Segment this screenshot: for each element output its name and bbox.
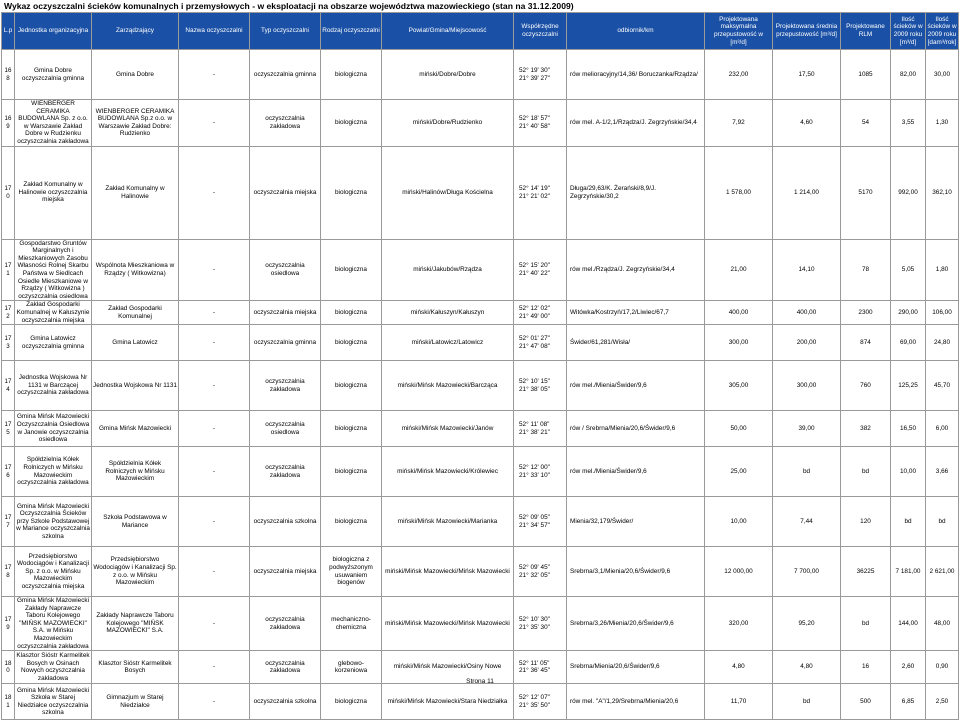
cell-zarzadzajacy: Gmina Latowicz — [92, 325, 179, 361]
cell-scieki-m3d: 2,60 — [891, 651, 926, 684]
header-srednia: Projektowana średnia przepustowość [m³/d] — [773, 13, 841, 50]
coordinate-longitude: 21° 35' 50" — [519, 701, 550, 709]
page-footer: Strona 11 — [466, 678, 494, 685]
cell-jednostka: Jednostka Wojskowa Nr 1131 w Barczącej oczyszczalnia zakładowa — [15, 361, 92, 411]
cell-nazwa: - — [179, 547, 250, 597]
cell-rlm: 382 — [841, 411, 891, 447]
cell-odbiornik: Mienia/32,179/Świder/ — [567, 497, 705, 547]
cell-rlm: 5170 — [841, 146, 891, 239]
cell-rodzaj: biologiczna — [321, 497, 382, 547]
cell-odbiornik: Witówka/Kostrzyń/17,2/Liwiec/67,7 — [567, 301, 705, 325]
cell-lp: 180 — [2, 651, 15, 684]
cell-odbiornik: rów mel. "A"/1,29/Srebrna/Mienia/20,6 — [567, 684, 705, 720]
cell-powiat: miński/Jakubów/Rządza — [382, 239, 514, 301]
cell-scieki-dam3: 1,30 — [926, 100, 959, 147]
cell-srednia: bd — [773, 684, 841, 720]
cell-lp: 171 — [2, 239, 15, 301]
cell-scieki-dam3: 106,00 — [926, 301, 959, 325]
cell-coordinates — [514, 547, 567, 597]
cell-rodzaj: biologiczna — [321, 447, 382, 497]
header-nazwa: Nazwa oczyszczalni — [179, 13, 250, 50]
cell-srednia: 7,44 — [773, 497, 841, 547]
cell-srednia: 4,60 — [773, 100, 841, 147]
cell-powiat: miński/Kałuszyn/Kałuszyn — [382, 301, 514, 325]
cell-jednostka: Zakład Komunalny w Halinowie oczyszczalnia miejska — [15, 146, 92, 239]
cell-scieki-m3d: 6,85 — [891, 684, 926, 720]
table-row — [2, 597, 959, 651]
cell-odbiornik: rów melioracyjny/14,36/ Boruczanka/Rządza/ — [567, 50, 705, 100]
cell-powiat: miński/Mińsk Mazowiecki/Barcząca — [382, 361, 514, 411]
cell-coordinates — [514, 146, 567, 239]
cell-jednostka: Gmina Mińsk Mazowiecki Oczyszczalnia Ścieków przy Szkole Podstawowej w Mariance oczyszczalnia szkolna — [15, 497, 92, 547]
cell-nazwa: - — [179, 50, 250, 100]
cell-maks: 320,00 — [705, 597, 773, 651]
cell-jednostka: Spółdzielnia Kółek Rolniczych w Mińsku Mazowieckim oczyszczalnia zakładowa — [15, 447, 92, 497]
cell-jednostka: Gmina Mińsk Mazowiecki Oczyszczalnia Osiedlowa w Janowie oczyszczalnia osiedlowa — [15, 411, 92, 447]
cell-scieki-dam3: 362,10 — [926, 146, 959, 239]
cell-powiat: miński/Halinów/Długa Kościelna — [382, 146, 514, 239]
cell-rlm: bd — [841, 447, 891, 497]
cell-jednostka: Gmina Dobre oczyszczalnia gminna — [15, 50, 92, 100]
cell-scieki-m3d: 992,00 — [891, 146, 926, 239]
cell-scieki-dam3: 30,00 — [926, 50, 959, 100]
cell-rlm: 78 — [841, 239, 891, 301]
table-row — [2, 146, 959, 239]
header-maks: Projektowana maksymalna przepustowość w [m³/d] — [705, 13, 773, 50]
cell-srednia: 200,00 — [773, 325, 841, 361]
cell-zarzadzajacy: Zakład Komunalny w Halinowie — [92, 146, 179, 239]
cell-zarzadzajacy: Zakład Gospodarki Komunalnej — [92, 301, 179, 325]
header-wspolrzedne: Współrzędne oczyszczalni — [514, 13, 567, 50]
table-row — [2, 684, 959, 720]
cell-rlm: 874 — [841, 325, 891, 361]
cell-scieki-m3d: 82,00 — [891, 50, 926, 100]
cell-scieki-dam3: 2,50 — [926, 684, 959, 720]
cell-odbiornik: rów mel./Mienia/Świder/9,6 — [567, 447, 705, 497]
coordinate-latitude: 52° 12' 00" — [519, 464, 550, 471]
cell-zarzadzajacy: Jednostka Wojskowa Nr 1131 — [92, 361, 179, 411]
cell-srednia: 400,00 — [773, 301, 841, 325]
header-typ: Typ oczyszczalni — [250, 13, 321, 50]
cell-powiat: miński/Mińsk Mazowiecki/Mińsk Mazowiecki — [382, 547, 514, 597]
cell-maks: 300,00 — [705, 325, 773, 361]
cell-rlm: 54 — [841, 100, 891, 147]
cell-rlm: bd — [841, 597, 891, 651]
cell-scieki-m3d: 7 181,00 — [891, 547, 926, 597]
cell-typ: oczyszczalnia zakładowa — [250, 100, 321, 147]
cell-typ: oczyszczalnia zakładowa — [250, 447, 321, 497]
cell-typ: oczyszczalnia zakładowa — [250, 597, 321, 651]
coordinate-latitude: 52° 19' 30" — [519, 66, 550, 74]
wastewater-plants-table — [1, 12, 959, 720]
cell-maks: 12 000,00 — [705, 547, 773, 597]
cell-nazwa: - — [179, 146, 250, 239]
document-title: Wykaz oczyszczalni ścieków komunalnych i przemysłowych - w eksploatacji na obszarze województwa mazowieckiego (stan na 31.12.2009) — [4, 1, 574, 11]
cell-nazwa: - — [179, 100, 250, 147]
cell-scieki-m3d: 125,25 — [891, 361, 926, 411]
cell-lp: 172 — [2, 301, 15, 325]
cell-rlm: 1085 — [841, 50, 891, 100]
cell-odbiornik: rów mel./Mienia/Świder/9,6 — [567, 361, 705, 411]
coordinate-longitude: 21° 47' 08" — [519, 342, 550, 350]
cell-typ: oczyszczalnia szkolna — [250, 497, 321, 547]
header-scieki-dam3: Ilość ścieków w 2009 roku [dam³/rok] — [926, 13, 959, 50]
cell-rodzaj: biologiczna — [321, 301, 382, 325]
header-lp: L.p — [2, 13, 15, 50]
cell-rodzaj: biologiczna — [321, 411, 382, 447]
cell-nazwa: - — [179, 597, 250, 651]
coordinate-latitude: 52° 18' 57" — [519, 115, 550, 123]
cell-coordinates — [514, 361, 567, 411]
table-row — [2, 547, 959, 597]
cell-maks: 25,00 — [705, 447, 773, 497]
cell-zarzadzajacy: Gimnazjum w Starej Niedziałce — [92, 684, 179, 720]
table-header-row — [2, 13, 959, 50]
header-odbiornik: odbiornik/km — [567, 13, 705, 50]
cell-odbiornik: rów / Srebrna/Mienia/20,6/Świder/9,6 — [567, 411, 705, 447]
cell-typ: oczyszczalnia zakładowa — [250, 361, 321, 411]
table-row — [2, 361, 959, 411]
cell-rodzaj: biologiczna — [321, 361, 382, 411]
cell-rodzaj: biologiczna — [321, 50, 382, 100]
cell-rlm: 760 — [841, 361, 891, 411]
cell-nazwa: - — [179, 325, 250, 361]
cell-maks: 305,00 — [705, 361, 773, 411]
cell-typ: oczyszczalnia osiedlowa — [250, 239, 321, 301]
cell-scieki-m3d: 69,00 — [891, 325, 926, 361]
cell-lp: 181 — [2, 684, 15, 720]
cell-srednia: 7 700,00 — [773, 547, 841, 597]
cell-srednia: 300,00 — [773, 361, 841, 411]
cell-rodzaj: biologiczna — [321, 684, 382, 720]
cell-coordinates — [514, 301, 567, 325]
cell-jednostka: WIENBERGER CERAMIKA BUDOWLANA Sp. z o.o. w Warszawie Zakład Dobre w Rudzienku oczyszczalnia zakładowa — [15, 100, 92, 147]
coordinate-latitude: 52° 12' 07" — [519, 694, 550, 702]
header-scieki-m3d: Ilość ścieków w 2009 roku [m³/d] — [891, 13, 926, 50]
cell-lp: 179 — [2, 597, 15, 651]
cell-odbiornik: Długa/29,63/K. Żerański/8,9/J. Zegrzyńskie/30,2 — [567, 146, 705, 239]
cell-zarzadzajacy: WIENBERGER CERAMIKA BUDOWLANA Sp.z o.o. w Warszawie Zakład Dobre: Rudzienko — [92, 100, 179, 147]
cell-maks: 1 578,00 — [705, 146, 773, 239]
cell-scieki-dam3: 45,70 — [926, 361, 959, 411]
cell-zarzadzajacy: Przedsiębiorstwo Wodociągów i Kanalizacji Sp. z o.o. w Mińsku Mazowieckim — [92, 547, 179, 597]
coordinate-latitude: 52° 11' 08" — [519, 421, 550, 428]
cell-maks: 232,00 — [705, 50, 773, 100]
cell-scieki-m3d: 3,55 — [891, 100, 926, 147]
coordinate-longitude: 21° 39' 27" — [519, 74, 550, 82]
cell-lp: 173 — [2, 325, 15, 361]
cell-rlm: 120 — [841, 497, 891, 547]
cell-scieki-dam3: 48,00 — [926, 597, 959, 651]
cell-typ: oczyszczalnia zakładowa — [250, 651, 321, 684]
cell-zarzadzajacy: Klasztor Sióstr Karmelitek Bosych — [92, 651, 179, 684]
cell-coordinates — [514, 50, 567, 100]
table-row — [2, 239, 959, 301]
cell-coordinates — [514, 411, 567, 447]
cell-odbiornik: rów mel. A-1/2,1/Rządza/J. Zegrzyńskie/34,4 — [567, 100, 705, 147]
cell-powiat: miński/Dobre/Dobre — [382, 50, 514, 100]
cell-jednostka: Gmina Latowicz oczyszczalnia gminna — [15, 325, 92, 361]
coordinate-longitude: 21° 49' 00" — [519, 312, 550, 320]
cell-rodzaj: biologiczna — [321, 325, 382, 361]
cell-rodzaj: mechaniczno-chemiczna — [321, 597, 382, 651]
cell-scieki-dam3: 24,80 — [926, 325, 959, 361]
cell-jednostka: Zakład Gospodarki Komunalnej w Kałuszynie oczyszczalnia miejska — [15, 301, 92, 325]
coordinate-longitude: 21° 21' 02" — [519, 192, 550, 200]
cell-jednostka: Gmina Mińsk Mazowiecki Zakłady Naprawcze Taboru Kolejowego "MIŃSK MAZOWIECKI" S.A. w Mińsku Mazowieckim oczyszczalnia zakładowa — [15, 597, 92, 651]
cell-coordinates — [514, 497, 567, 547]
coordinate-longitude: 21° 32' 05" — [519, 571, 550, 579]
coordinate-longitude: 21° 38' 21" — [519, 428, 550, 436]
coordinate-latitude: 52° 01' 27" — [519, 335, 550, 342]
cell-lp: 175 — [2, 411, 15, 447]
cell-scieki-m3d: 5,05 — [891, 239, 926, 301]
cell-maks: 10,00 — [705, 497, 773, 547]
coordinate-latitude: 52° 10' 15" — [519, 378, 550, 385]
cell-coordinates — [514, 597, 567, 651]
cell-maks: 11,70 — [705, 684, 773, 720]
cell-typ: oczyszczalnia gminna — [250, 325, 321, 361]
cell-powiat: miński/Mińsk Mazowiecki/Osiny Nowe — [382, 651, 514, 684]
cell-zarzadzajacy: Gmina Mińsk Mazowiecki — [92, 411, 179, 447]
header-zarzadzajacy: Zarządzający — [92, 13, 179, 50]
cell-typ: oczyszczalnia miejska — [250, 146, 321, 239]
cell-powiat: miński/Mińsk Mazowiecki/Stara Niedziałka — [382, 684, 514, 720]
coordinate-latitude: 52° 10' 30" — [519, 616, 550, 624]
coordinate-latitude: 52° 11' 05" — [519, 659, 550, 667]
cell-scieki-dam3: 0,90 — [926, 651, 959, 684]
cell-lp: 169 — [2, 100, 15, 147]
coordinate-latitude: 52° 09' 45" — [519, 564, 550, 571]
coordinate-longitude: 21° 40' 22" — [519, 269, 550, 277]
cell-srednia: 95,20 — [773, 597, 841, 651]
header-jednostka: Jednostka organizacyjna — [15, 13, 92, 50]
coordinate-longitude: 21° 33' 10" — [519, 471, 550, 479]
cell-rodzaj: biologiczna — [321, 239, 382, 301]
cell-jednostka: Gospodarstwo Gruntów Marginalnych i Mieszkaniowych Zasobu Własności Rolnej Skarbu Państwa w Siedlcach Osiedle Mieszkaniowe w Rządzy ( Witkowizna ) oczyszczalnia osiedlowa — [15, 239, 92, 301]
cell-scieki-dam3: 2 621,00 — [926, 547, 959, 597]
cell-nazwa: - — [179, 301, 250, 325]
cell-typ: oczyszczalnia gminna — [250, 50, 321, 100]
coordinate-latitude: 52° 14' 19" — [519, 184, 550, 192]
header-powiat: Powiat/Gmina/Miejscowość — [382, 13, 514, 50]
cell-zarzadzajacy: Zakłady Naprawcze Taboru Kolejowego "MIŃSK MAZOWIECKI" S.A. — [92, 597, 179, 651]
coordinate-latitude: 52° 15' 20" — [519, 262, 550, 270]
cell-powiat: miński/Mińsk Mazowiecki/Królewiec — [382, 447, 514, 497]
coordinate-longitude: 21° 36' 45" — [519, 667, 550, 675]
cell-coordinates — [514, 325, 567, 361]
cell-lp: 178 — [2, 547, 15, 597]
cell-coordinates — [514, 447, 567, 497]
coordinate-latitude: 52° 12' 02" — [519, 305, 550, 313]
cell-zarzadzajacy: Szkoła Podstawowa w Mariance — [92, 497, 179, 547]
cell-zarzadzajacy: Wspólnota Mieszkaniowa w Rządzy ( Witkowizna) — [92, 239, 179, 301]
table-row — [2, 447, 959, 497]
table-row — [2, 100, 959, 147]
cell-typ: oczyszczalnia osiedlowa — [250, 411, 321, 447]
cell-scieki-dam3: 3,66 — [926, 447, 959, 497]
cell-odbiornik: Srebrna/3,1/Mienia/20,6/Świder/9,6 — [567, 547, 705, 597]
cell-zarzadzajacy: Spółdzielnia Kółek Rolniczych w Mińsku Mazowieckim — [92, 447, 179, 497]
cell-typ: oczyszczalnia szkolna — [250, 684, 321, 720]
cell-nazwa: - — [179, 411, 250, 447]
cell-scieki-m3d: bd — [891, 497, 926, 547]
cell-jednostka: Przedsiębiorstwo Wodociągów i Kanalizacji Sp. z o.o. w Mińsku Mazowieckim oczyszczalnia miejska — [15, 547, 92, 597]
cell-nazwa: - — [179, 447, 250, 497]
cell-srednia: bd — [773, 447, 841, 497]
cell-lp: 170 — [2, 146, 15, 239]
cell-nazwa: - — [179, 361, 250, 411]
cell-scieki-dam3: 1,80 — [926, 239, 959, 301]
cell-scieki-m3d: 16,50 — [891, 411, 926, 447]
cell-odbiornik: rów mel./Rządza/J. Zegrzyńskie/34,4 — [567, 239, 705, 301]
cell-coordinates — [514, 684, 567, 720]
coordinate-longitude: 21° 40' 58" — [519, 122, 550, 130]
cell-rodzaj: glebowo-korzeniowa — [321, 651, 382, 684]
cell-maks: 21,00 — [705, 239, 773, 301]
header-rlm: Projektowane RLM — [841, 13, 891, 50]
cell-odbiornik: Srebrna/Mienia/20,6/Świder/9,6 — [567, 651, 705, 684]
cell-powiat: miński/Mińsk Mazowiecki/Janów — [382, 411, 514, 447]
cell-scieki-dam3: bd — [926, 497, 959, 547]
cell-coordinates — [514, 100, 567, 147]
cell-maks: 4,80 — [705, 651, 773, 684]
cell-powiat: miński/Mińsk Mazowiecki/Mińsk Mazowiecki — [382, 597, 514, 651]
table-row — [2, 497, 959, 547]
cell-nazwa: - — [179, 239, 250, 301]
cell-powiat: miński/Latowicz/Latowicz — [382, 325, 514, 361]
cell-nazwa: - — [179, 684, 250, 720]
cell-maks: 50,00 — [705, 411, 773, 447]
cell-jednostka: Gmina Mińsk Mazowiecki Szkoła w Starej Niedziałce oczyszczalnia szkolna — [15, 684, 92, 720]
cell-rodzaj: biologiczna — [321, 146, 382, 239]
table-row — [2, 411, 959, 447]
cell-powiat: miński/Dobre/Rudzienko — [382, 100, 514, 147]
cell-rodzaj: biologiczna z podwyższonym usuwaniem biogenów — [321, 547, 382, 597]
coordinate-latitude: 52° 09' 05" — [519, 514, 550, 521]
cell-odbiornik: Srebrna/3,26/Mienia/20,6/Świder/9,6 — [567, 597, 705, 651]
cell-lp: 168 — [2, 50, 15, 100]
cell-odbiornik: Świder/61,281/Wisła/ — [567, 325, 705, 361]
cell-rlm: 500 — [841, 684, 891, 720]
coordinate-longitude: 21° 38' 05" — [519, 385, 550, 393]
cell-rlm: 16 — [841, 651, 891, 684]
cell-maks: 400,00 — [705, 301, 773, 325]
cell-rlm: 36225 — [841, 547, 891, 597]
cell-jednostka: Klasztor Sióstr Karmelitek Bosych w Osinach Nowych oczyszczalnia zakładowa — [16, 652, 90, 682]
cell-nazwa: - — [179, 651, 250, 684]
header-rodzaj: Rodzaj oczyszczalni — [321, 13, 382, 50]
cell-coordinates — [514, 239, 567, 301]
cell-srednia: 17,50 — [773, 50, 841, 100]
cell-srednia: 4,80 — [773, 651, 841, 684]
cell-typ: oczyszczalnia miejska — [250, 547, 321, 597]
cell-scieki-m3d: 144,00 — [891, 597, 926, 651]
cell-typ: oczyszczalnia miejska — [250, 301, 321, 325]
table-row — [2, 301, 959, 325]
cell-scieki-dam3: 6,00 — [926, 411, 959, 447]
cell-lp: 177 — [2, 497, 15, 547]
coordinate-longitude: 21° 34' 57" — [519, 521, 550, 529]
cell-srednia: 14,10 — [773, 239, 841, 301]
cell-zarzadzajacy: Gmina Dobre — [92, 50, 179, 100]
cell-scieki-m3d: 290,00 — [891, 301, 926, 325]
cell-rodzaj: biologiczna — [321, 100, 382, 147]
cell-lp: 174 — [2, 361, 15, 411]
cell-powiat: miński/Mińsk Mazowiecki/Marianka — [382, 497, 514, 547]
table-row — [2, 325, 959, 361]
table-row — [2, 50, 959, 100]
cell-rlm: 2300 — [841, 301, 891, 325]
cell-srednia: 1 214,00 — [773, 146, 841, 239]
cell-nazwa: - — [179, 497, 250, 547]
coordinate-longitude: 21° 35' 30" — [519, 623, 550, 631]
cell-srednia: 39,00 — [773, 411, 841, 447]
cell-lp: 176 — [2, 447, 15, 497]
cell-scieki-m3d: 10,00 — [891, 447, 926, 497]
cell-maks: 7,92 — [705, 100, 773, 147]
